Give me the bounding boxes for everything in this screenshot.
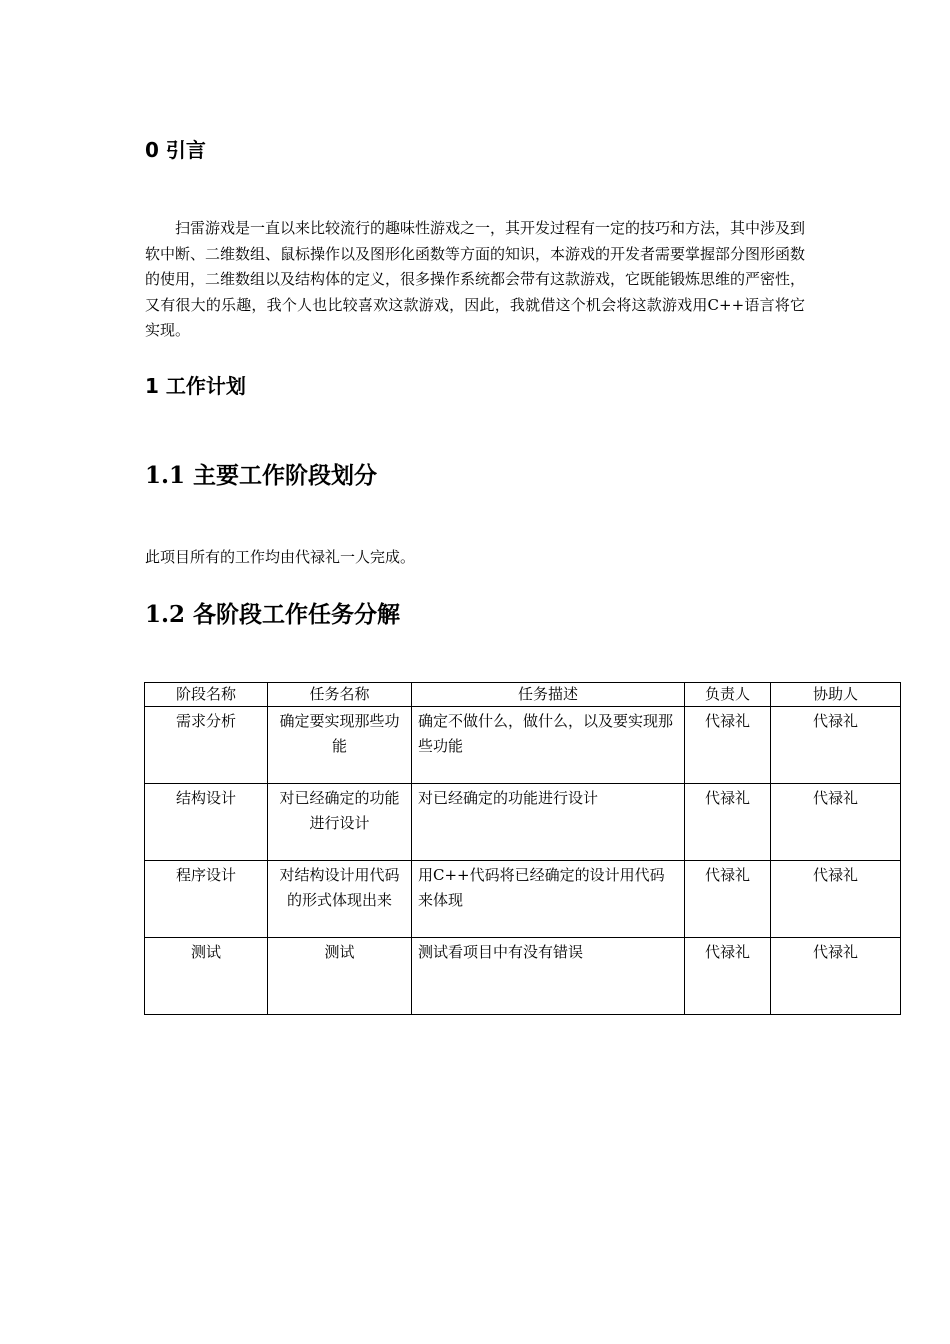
cell-owner: 代禄礼	[685, 938, 771, 1015]
cell-assistant: 代禄礼	[771, 938, 901, 1015]
cell-description: 测试看项目中有没有错误	[412, 938, 685, 1015]
cell-phase: 测试	[145, 938, 268, 1015]
plan-note: 此项目所有的工作均由代禄礼一人完成。	[145, 548, 416, 566]
header-task-name: 任务名称	[268, 683, 412, 707]
cell-description: 对已经确定的功能进行设计	[412, 784, 685, 861]
header-phase-name: 阶段名称	[145, 683, 268, 707]
cell-assistant: 代禄礼	[771, 707, 901, 784]
cell-owner: 代禄礼	[685, 861, 771, 938]
cell-phase: 需求分析	[145, 707, 268, 784]
cell-phase: 程序设计	[145, 861, 268, 938]
cell-owner: 代禄礼	[685, 784, 771, 861]
cell-phase: 结构设计	[145, 784, 268, 861]
task-breakdown-table	[144, 682, 901, 1015]
cell-assistant: 代禄礼	[771, 861, 901, 938]
cell-task: 对结构设计用代码的形式体现出来	[268, 861, 412, 938]
cell-task: 测试	[268, 938, 412, 1015]
cell-description: 确定不做什么，做什么，以及要实现那些功能	[412, 707, 685, 784]
table-row	[145, 784, 901, 861]
table-row	[145, 707, 901, 784]
section-heading-work-plan: 1 工作计划	[145, 374, 246, 398]
cell-task: 对已经确定的功能进行设计	[268, 784, 412, 861]
cell-description: 用C++代码将已经确定的设计用代码来体现	[412, 861, 685, 938]
header-task-description: 任务描述	[412, 683, 685, 707]
subsection-heading-task-breakdown: 1.2 各阶段工作任务分解	[145, 601, 401, 628]
table-row	[145, 938, 901, 1015]
cell-task: 确定要实现那些功能	[268, 707, 412, 784]
header-owner: 负责人	[685, 683, 771, 707]
header-assistant: 协助人	[771, 683, 901, 707]
section-heading-intro: 0 引言	[145, 138, 206, 162]
intro-paragraph: 扫雷游戏是一直以来比较流行的趣味性游戏之一，其开发过程有一定的技巧和方法，其中涉及到软中断、二维数组、鼠标操作以及图形化函数等方面的知识，本游戏的开发者需要掌握部分图形函数的使用，二维数组以及结构体的定义，很多操作系统都会带有这款游戏，它既能锻炼思维的严密性，又有很大的乐趣，我个人也比较喜欢这款游戏，因此，我就借这个机会将这款游戏用C++语言将它实现。	[145, 219, 806, 339]
subsection-heading-phase-division: 1.1 主要工作阶段划分	[145, 462, 378, 489]
cell-owner: 代禄礼	[685, 707, 771, 784]
cell-assistant: 代禄礼	[771, 784, 901, 861]
table-header-row	[145, 683, 901, 707]
table-row	[145, 861, 901, 938]
